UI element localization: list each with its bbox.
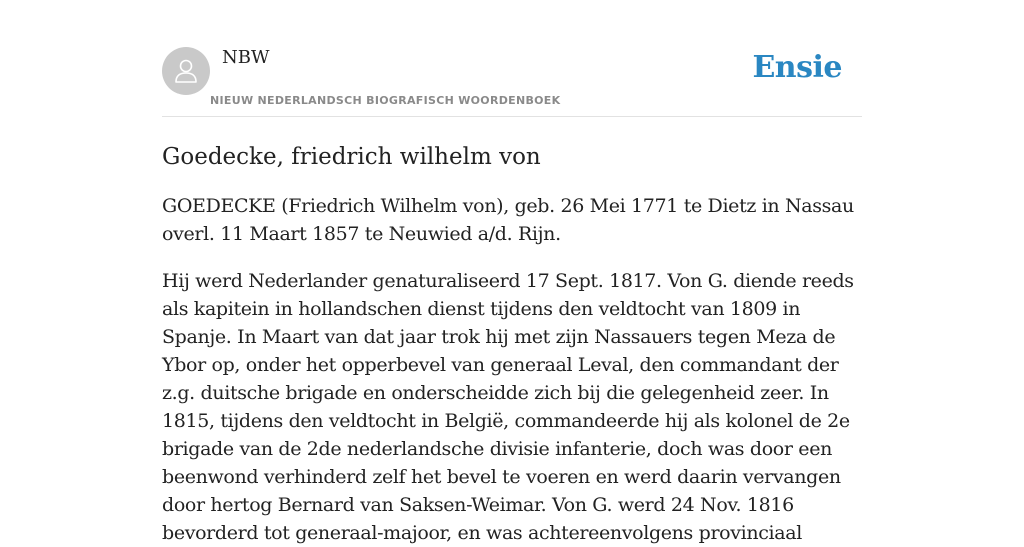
article-paragraph-body: Hij werd Nederlander genaturaliseerd 17 Sept. 1817. Von G. diende reeds als kapitein in hollandschen dienst tijdens den veldtocht van 1809 in Spanje. In Maart van dat jaar trok hij met zijn Nassauers tegen Meza de Ybor op, onder het opperbevel van generaal Leval, den commandant der z.g. duitsche brigade en onderscheidde zich bij die gelegenheid zeer. In 1815, tijdens den veldtocht in België, commandeerde hij als kolonel de 2e brigade van de 2de nederlandsche divisie infanterie, doch was door een beenwond verhinderd zelf het bevel te voeren en werd daarin vervangen door hertog Bernard van Saksen-Weimar. Von G. werd 24 Nov. 1816 bevorderd tot generaal-majoor, en was achtereenvolgens provinciaal bbox=[162, 270, 854, 544]
article-title: Goedecke, friedrich wilhelm von bbox=[162, 144, 541, 170]
source-avatar[interactable] bbox=[162, 47, 210, 95]
source-subtitle: NIEUW NEDERLANDSCH BIOGRAFISCH WOORDENBOEK bbox=[210, 94, 561, 107]
article-paragraph-intro: GOEDECKE (Friedrich Wilhelm von), geb. 26 Mei 1771 te Dietz in Nassau overl. 11 Maart 1857 te Neuwied a/d. Rijn. bbox=[162, 195, 854, 245]
brand-logo[interactable]: Ensie bbox=[752, 50, 842, 85]
source-header bbox=[162, 0, 862, 117]
user-icon bbox=[171, 56, 201, 86]
source-name-link[interactable]: NBW bbox=[222, 47, 270, 68]
content-container bbox=[162, 0, 862, 547]
